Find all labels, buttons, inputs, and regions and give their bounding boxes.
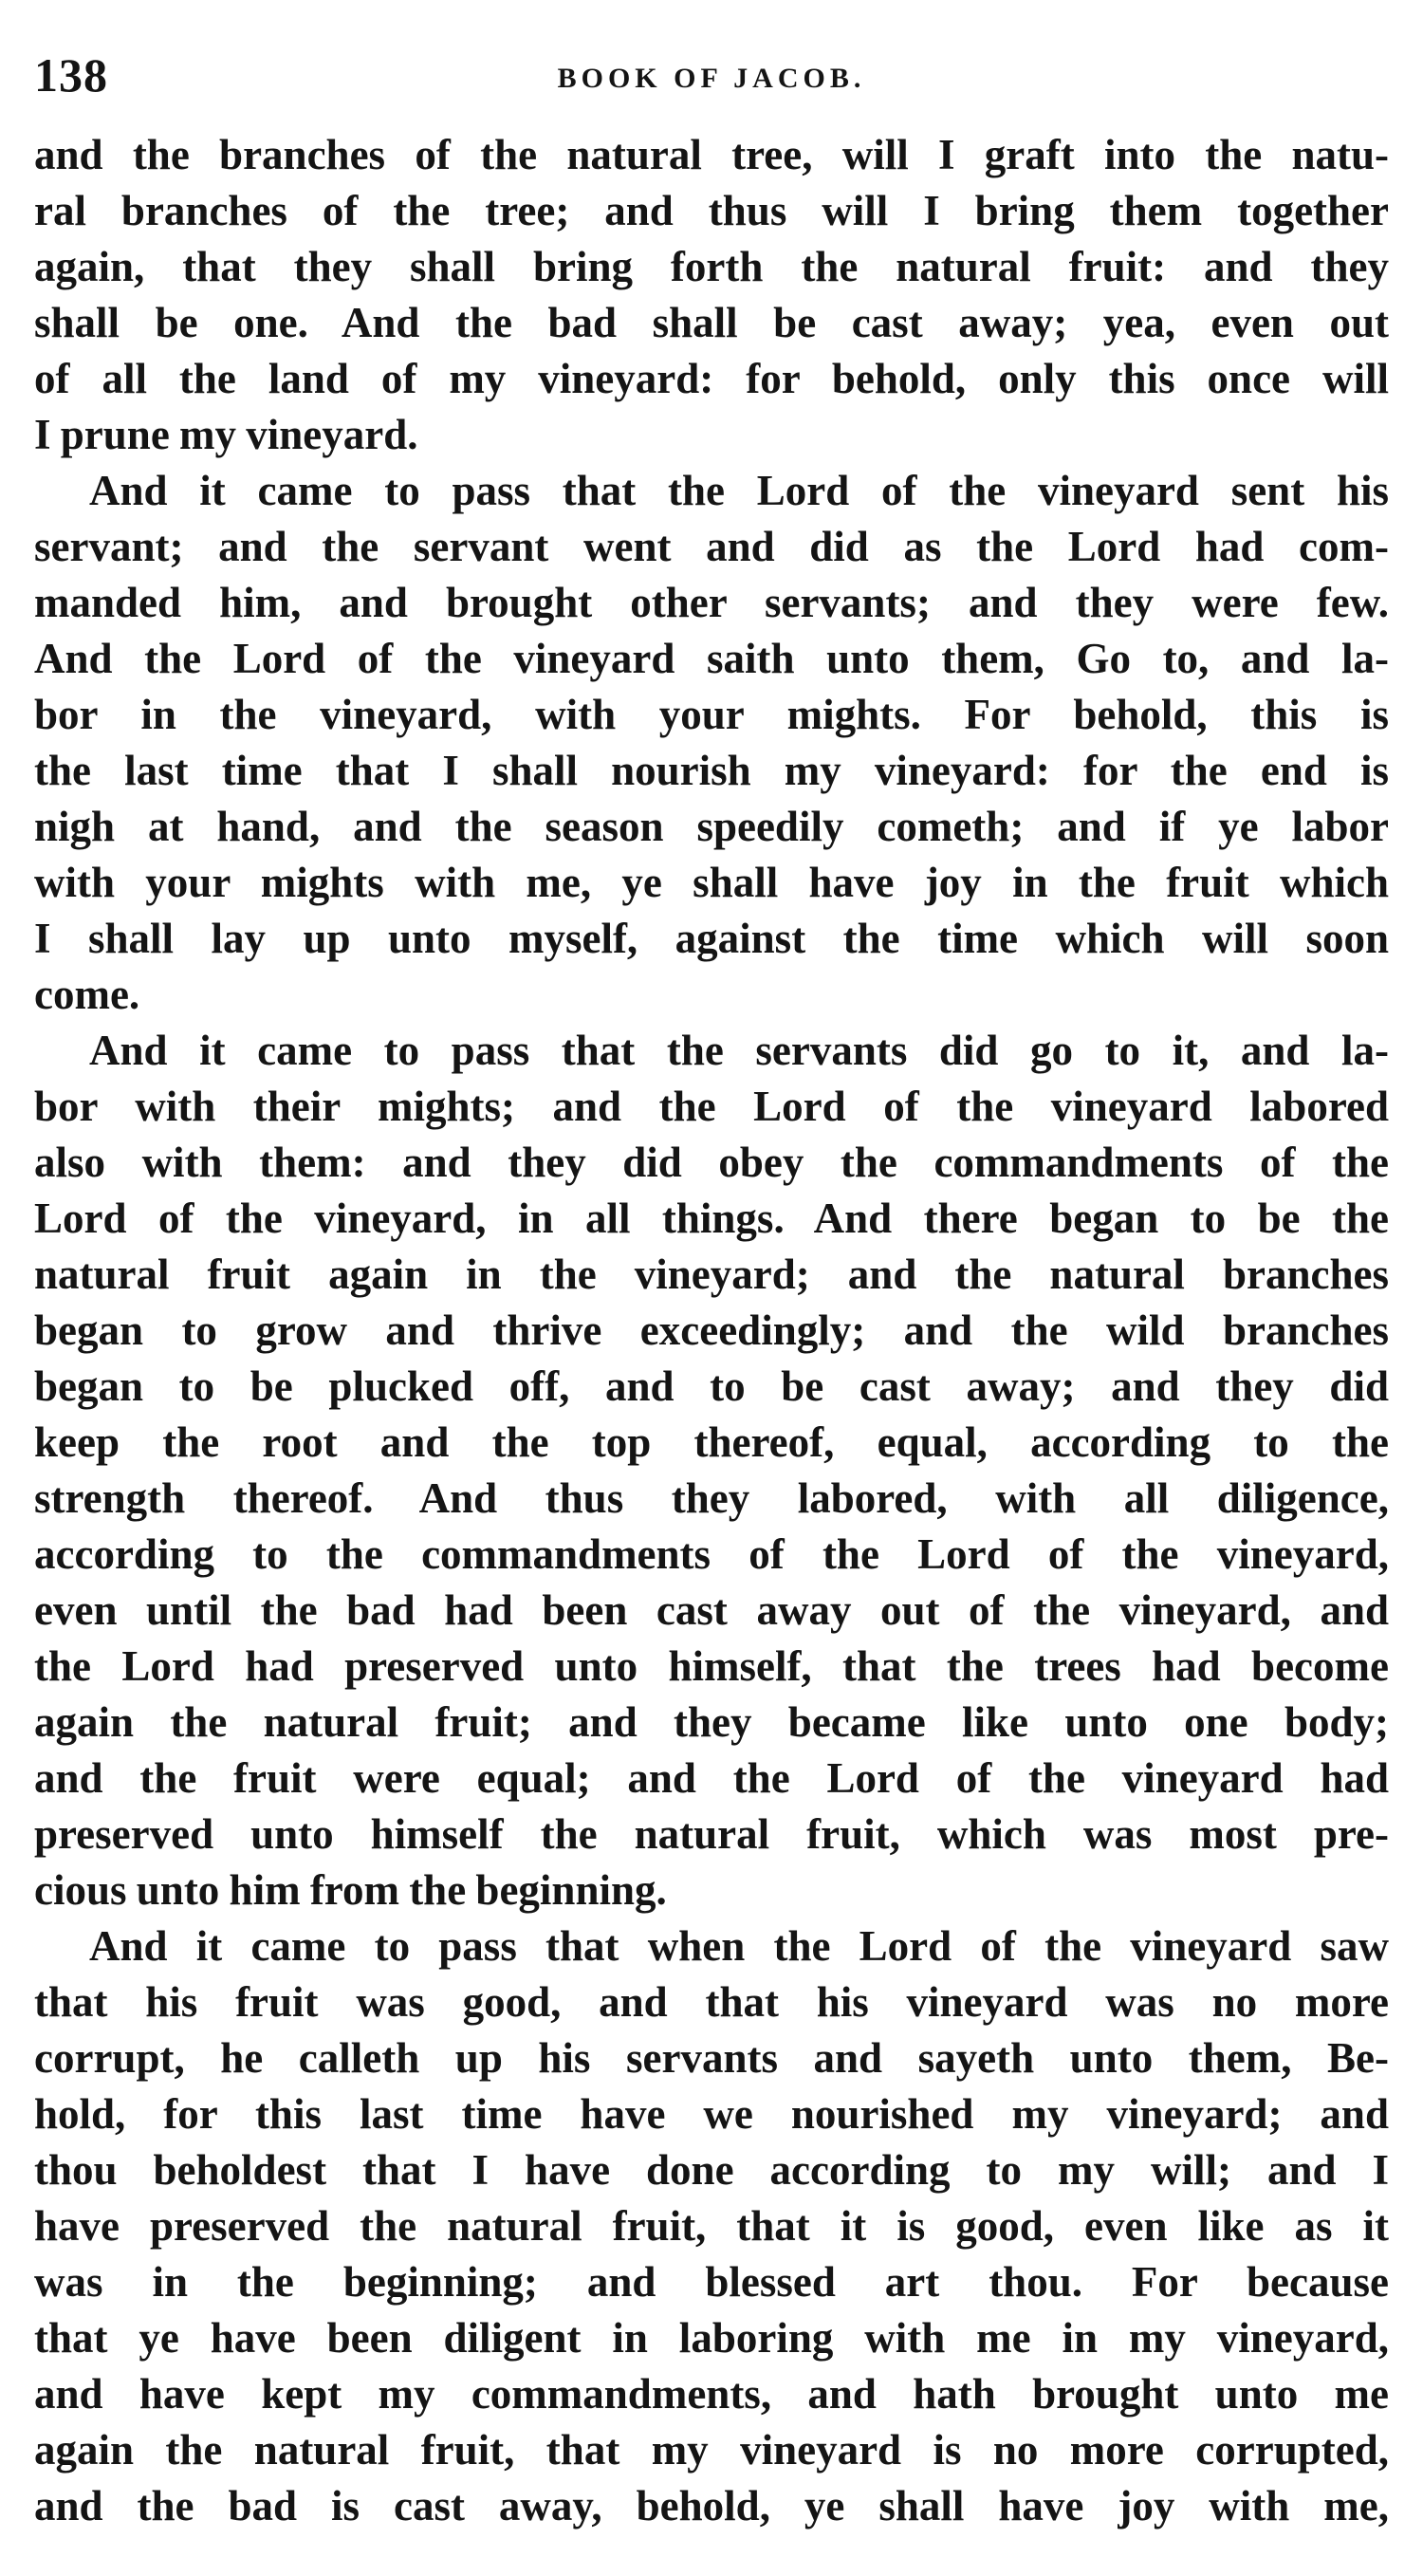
- text-line: again the natural fruit; and they became like unto one body;: [34, 1698, 1389, 1746]
- text-line: the Lord had preserved unto himself, that the trees had become: [34, 1642, 1389, 1690]
- text-line: shall be one. And the bad shall be cast away; yea, even out: [34, 299, 1389, 346]
- text-line: bor with their mights; and the Lord of the vineyard labored: [34, 1083, 1389, 1130]
- text-line: and the fruit were equal; and the Lord of the vineyard had: [34, 1754, 1389, 1802]
- text-line: and have kept my commandments, and hath brought unto me: [34, 2370, 1389, 2418]
- text-line: preserved unto himself the natural fruit, which was most pre-: [34, 1810, 1389, 1858]
- text-line: natural fruit again in the vineyard; and the natural branches: [34, 1251, 1389, 1298]
- text-line: of all the land of my vineyard: for behold, only this once will: [34, 355, 1389, 402]
- text-line: And it came to pass that the Lord of the vineyard sent his: [89, 467, 1389, 514]
- page-number: 138: [34, 48, 108, 102]
- text-line: again, that they shall bring forth the natural fruit: and they: [34, 243, 1389, 290]
- text-line: with your mights with me, ye shall have joy in the fruit which: [34, 859, 1389, 906]
- text-line: And it came to pass that the servants did go to it, and la-: [89, 1027, 1389, 1074]
- text-line: Lord of the vineyard, in all things. And there began to be the: [34, 1195, 1389, 1242]
- text-line: corrupt, he calleth up his servants and sayeth unto them, Be-: [34, 2034, 1389, 2082]
- text-line: nigh at hand, and the season speedily cometh; and if ye labor: [34, 803, 1389, 850]
- text-line: began to grow and thrive exceedingly; and the wild branches: [34, 1307, 1389, 1354]
- text-line: keep the root and the top thereof, equal, according to the: [34, 1418, 1389, 1466]
- text-line: the last time that I shall nourish my vineyard: for the end is: [34, 747, 1389, 794]
- text-line: ral branches of the tree; and thus will I bring them together: [34, 187, 1389, 234]
- text-line: cious unto him from the beginning.: [34, 1866, 667, 1914]
- text-line: that his fruit was good, and that his vineyard was no more: [34, 1978, 1389, 2026]
- text-line: I shall lay up unto myself, against the time which will soon: [34, 915, 1389, 962]
- text-line: even until the bad had been cast away out of the vineyard, and: [34, 1586, 1389, 1634]
- body-text: [34, 127, 1389, 2534]
- text-line: I prune my vineyard.: [34, 411, 418, 458]
- text-line: also with them: and they did obey the commandments of the: [34, 1139, 1389, 1186]
- text-line: according to the commandments of the Lord of the vineyard,: [34, 1530, 1389, 1578]
- text-line: thou beholdest that I have done according to my will; and I: [34, 2146, 1389, 2194]
- text-line: again the natural fruit, that my vineyard is no more corrupted,: [34, 2426, 1389, 2474]
- text-line: manded him, and brought other servants; and they were few.: [34, 579, 1389, 626]
- page-header: [34, 32, 1389, 127]
- running-head: BOOK OF JACOB.: [557, 63, 866, 94]
- text-line: And the Lord of the vineyard saith unto them, Go to, and la-: [34, 635, 1389, 682]
- text-line: was in the beginning; and blessed art thou. For because: [34, 2258, 1389, 2306]
- text-line: come.: [34, 971, 140, 1018]
- text-line: that ye have been diligent in laboring with me in my vineyard,: [34, 2314, 1389, 2362]
- text-line: and the branches of the natural tree, will I graft into the natu-: [34, 131, 1389, 178]
- text-line: and the bad is cast away, behold, ye shall have joy with me,: [34, 2482, 1389, 2530]
- text-line: began to be plucked off, and to be cast away; and they did: [34, 1362, 1389, 1410]
- text-line: servant; and the servant went and did as the Lord had com-: [34, 523, 1389, 570]
- text-line: have preserved the natural fruit, that it is good, even like as it: [34, 2202, 1389, 2250]
- text-line: And it came to pass that when the Lord of the vineyard saw: [89, 1922, 1389, 1970]
- text-line: strength thereof. And thus they labored, with all diligence,: [34, 1474, 1389, 1522]
- book-page: [34, 32, 1389, 2534]
- text-line: bor in the vineyard, with your mights. For behold, this is: [34, 691, 1389, 738]
- text-line: hold, for this last time have we nourished my vineyard; and: [34, 2090, 1389, 2138]
